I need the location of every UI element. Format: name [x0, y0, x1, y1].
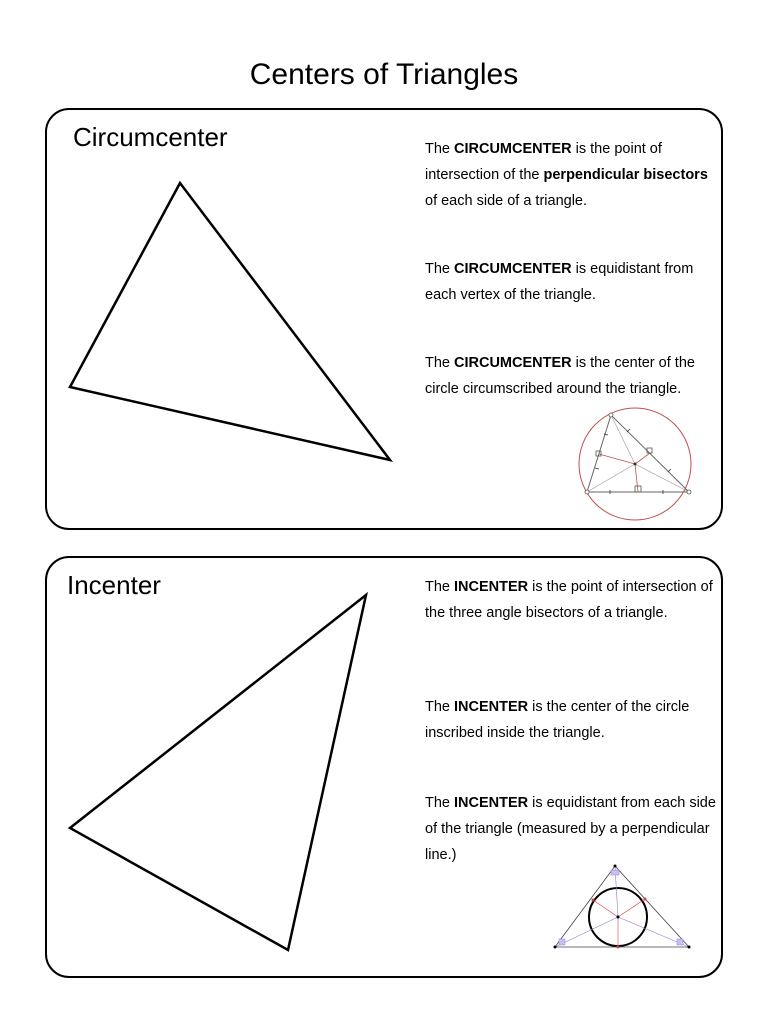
incenter-definition: The INCENTER is the point of intersection of the three angle bisectors of a triangle.	[425, 579, 713, 621]
circumcenter-triangle	[70, 183, 390, 460]
circumcenter-equidistant: The CIRCUMCENTER is equidistant from each vertex of the triangle.	[425, 261, 694, 303]
circumcenter-card	[45, 108, 723, 530]
incenter-heading: Incenter	[67, 570, 161, 600]
circumcenter-circumscribed: The CIRCUMCENTER is the center of the circle circumscribed around the triangle.	[425, 355, 695, 397]
incenter-card	[45, 556, 723, 978]
circumcircle-figure	[577, 404, 697, 524]
outer-triangle	[555, 866, 689, 947]
page-title: Centers of Triangles	[249, 58, 519, 91]
incenter-equidistant: The INCENTER is equidistant from each side of the triangle (measured by a perpendicular line.)	[425, 795, 716, 863]
incenter-triangle	[70, 595, 366, 950]
incircle-figure	[549, 858, 699, 958]
incenter-inscribed: The INCENTER is the center of the circle inscribed inside the triangle.	[425, 699, 690, 741]
inner-triangle	[587, 415, 689, 492]
circumcenter-definition: The CIRCUMCENTER is the point of intersection of the perpendicular bisectors of each side of a triangle.	[425, 141, 708, 209]
circumcenter-heading: Circumcenter	[73, 122, 228, 152]
